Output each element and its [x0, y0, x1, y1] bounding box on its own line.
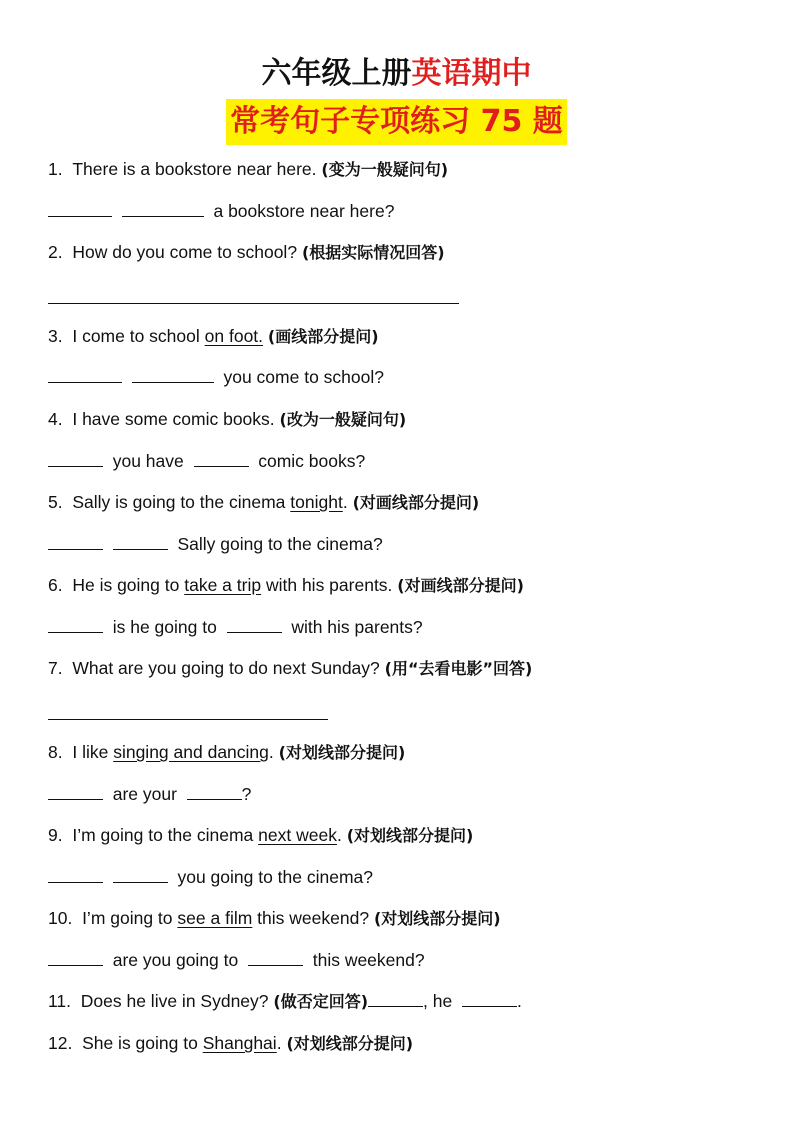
question-9: [48, 824, 473, 847]
question-text: I have some comic books.: [72, 409, 275, 429]
underlined-phrase: Shanghai: [202, 1033, 277, 1053]
underlined-phrase: on foot.: [204, 326, 264, 346]
question-number: 8.: [48, 742, 63, 762]
answer-blank[interactable]: [48, 533, 103, 550]
question-text: .: [336, 825, 342, 845]
answer-text: a bookstore near here?: [213, 201, 395, 221]
question-number: 2.: [48, 242, 63, 262]
question-instruction: (做否定回答): [273, 992, 369, 1011]
answer-text: .: [516, 991, 522, 1011]
question-text: .: [268, 742, 274, 762]
question-1: [48, 158, 448, 181]
answer-line-9: [48, 866, 373, 888]
title-part1: 六年级上册: [261, 56, 412, 91]
answer-blank[interactable]: [194, 450, 249, 467]
question-3: [48, 325, 379, 348]
question-instruction: (对画线部分提问): [397, 576, 524, 595]
question-text: this weekend?: [257, 908, 370, 928]
title-part2: 英语期中: [411, 56, 532, 91]
underlined-phrase: singing and dancing: [113, 742, 269, 762]
question-text: How do you come to school?: [72, 242, 298, 262]
answer-blank[interactable]: [48, 616, 103, 633]
question-instruction: (对划线部分提问): [286, 1034, 414, 1053]
question-2: [48, 241, 445, 264]
answer-text: you have: [112, 451, 184, 471]
question-text: There is a bookstore near here.: [72, 159, 317, 179]
question-5: [48, 491, 479, 514]
answer-blank[interactable]: [462, 990, 517, 1007]
answer-line-7[interactable]: [48, 718, 328, 720]
question-11: [48, 990, 522, 1013]
question-text: with his parents.: [265, 575, 393, 595]
question-4: [48, 408, 406, 431]
question-text: He is going to: [72, 575, 180, 595]
answer-line-8: [48, 783, 251, 805]
answer-text: are your: [112, 784, 177, 804]
question-text: I’m going to: [82, 908, 173, 928]
answer-blank[interactable]: [48, 783, 103, 800]
answer-text: you going to the cinema?: [177, 867, 374, 887]
question-7: [48, 657, 532, 680]
question-text: I come to school: [72, 326, 200, 346]
page-subtitle: 常考句子专项练习 75 题: [226, 99, 567, 145]
question-text: Sally is going to the cinema: [72, 492, 286, 512]
answer-line-6: [48, 616, 423, 638]
underlined-phrase: see a film: [177, 908, 253, 928]
answer-blank[interactable]: [227, 616, 282, 633]
question-instruction: (根据实际情况回答): [301, 243, 445, 262]
question-instruction: (对划线部分提问): [346, 826, 474, 845]
question-number: 3.: [48, 326, 63, 346]
answer-text: is he going to: [112, 617, 217, 637]
question-text: .: [342, 492, 348, 512]
question-instruction: (对画线部分提问): [352, 493, 480, 512]
question-text: I’m going to the cinema: [72, 825, 254, 845]
answer-blank[interactable]: [48, 949, 103, 966]
answer-blank[interactable]: [113, 866, 168, 883]
answer-line-1: [48, 200, 394, 222]
question-instruction: (对划线部分提问): [373, 909, 501, 928]
question-number: 12.: [48, 1033, 73, 1053]
answer-blank[interactable]: [48, 450, 103, 467]
answer-blank[interactable]: [48, 200, 112, 217]
answer-blank[interactable]: [122, 200, 204, 217]
answer-line-2[interactable]: [48, 302, 459, 304]
answer-blank[interactable]: [368, 990, 423, 1007]
question-text: Does he live in Sydney?: [80, 991, 269, 1011]
question-text: She is going to: [82, 1033, 198, 1053]
question-text: I like: [72, 742, 109, 762]
question-instruction: (改为一般疑问句): [279, 410, 407, 429]
question-text: .: [276, 1033, 282, 1053]
question-instruction: (对划线部分提问): [278, 743, 406, 762]
question-number: 9.: [48, 825, 63, 845]
answer-text: comic books?: [258, 451, 366, 471]
answer-blank[interactable]: [48, 366, 122, 383]
answer-text: with his parents?: [291, 617, 423, 637]
question-number: 6.: [48, 575, 63, 595]
question-number: 1.: [48, 159, 63, 179]
answer-blank[interactable]: [48, 866, 103, 883]
answer-blank[interactable]: [132, 366, 214, 383]
question-10: [48, 907, 501, 930]
answer-line-5: [48, 533, 383, 555]
question-instruction: (画线部分提问): [267, 327, 379, 346]
answer-line-4: [48, 450, 365, 472]
question-number: 5.: [48, 492, 63, 512]
answer-blank[interactable]: [113, 533, 168, 550]
answer-text: this weekend?: [312, 950, 425, 970]
answer-text: are you going to: [112, 950, 239, 970]
question-6: [48, 574, 524, 597]
answer-text: , he: [423, 991, 453, 1011]
underlined-phrase: tonight: [290, 492, 343, 512]
answer-blank[interactable]: [187, 783, 242, 800]
answer-text: Sally going to the cinema?: [177, 534, 383, 554]
page-title: [0, 54, 793, 94]
question-number: 10.: [48, 908, 73, 928]
answer-line-10: [48, 949, 425, 971]
question-instruction: (变为一般疑问句): [321, 160, 449, 179]
question-instruction: (用“去看电影”回答): [384, 659, 533, 678]
answer-line-3: [48, 366, 384, 388]
question-12: [48, 1032, 413, 1055]
answer-text: ?: [241, 784, 252, 804]
answer-text: you come to school?: [223, 367, 384, 387]
subtitle-wrap: [0, 99, 793, 145]
question-8: [48, 741, 405, 764]
underlined-phrase: next week: [258, 825, 337, 845]
question-number: 4.: [48, 409, 63, 429]
question-text: What are you going to do next Sunday?: [72, 658, 380, 678]
question-number: 11.: [48, 991, 72, 1011]
question-number: 7.: [48, 658, 63, 678]
answer-blank[interactable]: [248, 949, 303, 966]
underlined-phrase: take a trip: [184, 575, 262, 595]
